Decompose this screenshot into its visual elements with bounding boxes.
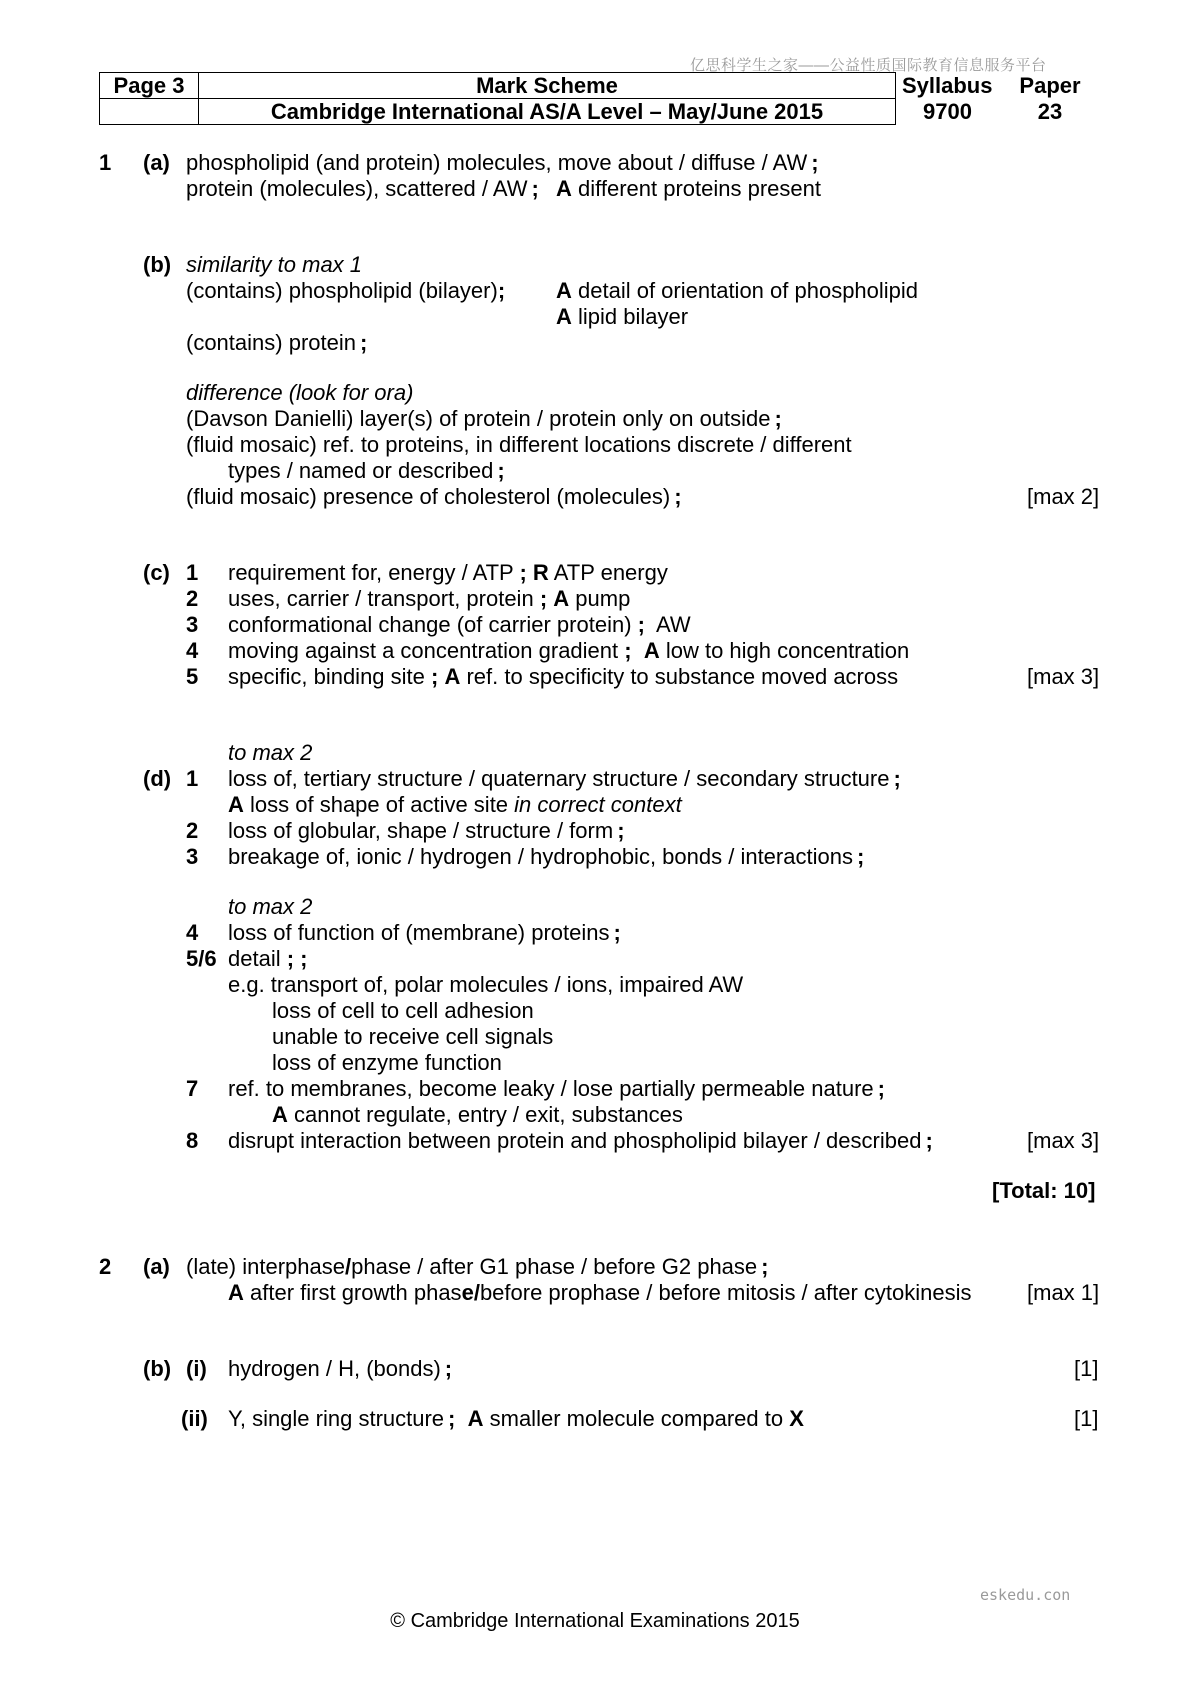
header-subtitle: Cambridge International AS/A Level – May/June 2015	[199, 99, 896, 125]
watermark-top: 亿思科学生之家——公益性质国际教育信息服务平台	[690, 57, 1047, 74]
mark-allocation: [1]	[1074, 1406, 1099, 1431]
point-text: requirement for, energy / ATP ; R ATP energy	[228, 560, 668, 585]
mark-allocation: [1]	[1074, 1356, 1099, 1381]
point-number: 2	[186, 586, 199, 611]
header-table	[99, 72, 1101, 125]
point-text: specific, binding site ; A ref. to specificity to substance moved across	[228, 664, 899, 689]
part-label: (d)	[143, 766, 172, 791]
answer-line: (fluid mosaic) presence of cholesterol (molecules) ;	[186, 484, 682, 509]
subpart-label: (i)	[186, 1356, 207, 1381]
answer-line: hydrogen / H, (bonds) ;	[228, 1356, 453, 1381]
syllabus-label: Syllabus	[902, 73, 993, 98]
part-label: (a)	[143, 150, 170, 175]
part-label: (b)	[143, 1356, 172, 1381]
paper-value: 23	[1037, 99, 1063, 124]
watermark-bottom: eskedu.con	[980, 1586, 1071, 1604]
point-number: 5/6	[186, 946, 217, 971]
part-label: (b)	[143, 252, 172, 277]
accept-note: A after first growth phase/before prophase / before mitosis / after cytokinesis	[228, 1280, 972, 1305]
header-blank-cell	[100, 99, 199, 125]
mark-allocation: [max 3]	[1027, 1128, 1100, 1153]
point-number: 8	[186, 1128, 199, 1153]
section-heading: to max 2	[228, 740, 313, 765]
total-mark: [Total: 10]	[992, 1178, 1096, 1203]
mark-allocation: [max 1]	[1027, 1280, 1100, 1305]
point-text: disrupt interaction between protein and phospholipid bilayer / described ;	[228, 1128, 933, 1153]
point-number: 4	[186, 920, 199, 945]
point-number: 5	[186, 664, 199, 689]
example-line: loss of enzyme function	[272, 1050, 502, 1075]
example-line: e.g. transport of, polar molecules / ions, impaired AW	[228, 972, 744, 997]
paper-label: Paper	[1019, 73, 1081, 98]
answer-line: (contains) protein ;	[186, 330, 368, 355]
section-heading: to max 2	[228, 894, 313, 919]
accept-note: A different proteins present	[556, 176, 821, 201]
point-number: 4	[186, 638, 199, 663]
example-line: unable to receive cell signals	[272, 1024, 554, 1049]
header-title: Mark Scheme	[199, 73, 896, 99]
section-heading: difference (look for ora)	[186, 380, 414, 405]
point-text: uses, carrier / transport, protein ; A pump	[228, 586, 631, 611]
part-label: (c)	[143, 560, 170, 585]
accept-note: A lipid bilayer	[556, 304, 689, 329]
point-text: ref. to membranes, become leaky / lose partially permeable nature ;	[228, 1076, 885, 1101]
point-number: 3	[186, 844, 199, 869]
point-text: moving against a concentration gradient ; A low to high concentration	[228, 638, 910, 663]
point-number: 1	[186, 560, 199, 585]
point-number: 7	[186, 1076, 199, 1101]
answer-line: protein (molecules), scattered / AW ;	[186, 176, 539, 201]
example-line: loss of cell to cell adhesion	[272, 998, 534, 1023]
subpart-label: (ii)	[181, 1406, 208, 1431]
point-text: loss of function of (membrane) proteins ;	[228, 920, 621, 945]
syllabus-value: 9700	[923, 99, 972, 124]
point-text: detail ; ;	[228, 946, 308, 971]
answer-line: phospholipid (and protein) molecules, move about / diffuse / AW ;	[186, 150, 819, 175]
mark-allocation: [max 3]	[1027, 664, 1100, 689]
answer-line: types / named or described ;	[228, 458, 505, 483]
part-label: (a)	[143, 1254, 170, 1279]
point-number: 2	[186, 818, 199, 843]
section-heading: similarity to max 1	[186, 252, 363, 277]
answer-line: (fluid mosaic) ref. to proteins, in different locations discrete / different	[186, 432, 852, 457]
answer-line: Y, single ring structure ; A smaller molecule compared to X	[228, 1406, 804, 1431]
accept-note: A detail of orientation of phospholipid	[556, 278, 919, 303]
answer-line: (late) interphase/phase / after G1 phase / before G2 phase ;	[186, 1254, 769, 1279]
accept-note: A loss of shape of active site in correct context	[228, 792, 682, 817]
page-number: Page 3	[100, 73, 199, 99]
answer-line: (contains) phospholipid (bilayer);	[186, 278, 506, 303]
point-text: loss of, tertiary structure / quaternary structure / secondary structure ;	[228, 766, 901, 791]
point-text: breakage of, ionic / hydrogen / hydrophobic, bonds / interactions ;	[228, 844, 865, 869]
footer-copyright: © Cambridge International Examinations 2015	[390, 1610, 800, 1632]
answer-line: (Davson Danielli) layer(s) of protein / protein only on outside ;	[186, 406, 782, 431]
point-number: 1	[186, 766, 199, 791]
point-text: conformational change (of carrier protein) ; AW	[228, 612, 691, 637]
accept-note: A cannot regulate, entry / exit, substances	[272, 1102, 683, 1127]
point-number: 3	[186, 612, 199, 637]
mark-allocation: [max 2]	[1027, 484, 1100, 509]
question-number: 1	[99, 150, 112, 175]
question-number: 2	[99, 1254, 112, 1279]
point-text: loss of globular, shape / structure / form ;	[228, 818, 625, 843]
